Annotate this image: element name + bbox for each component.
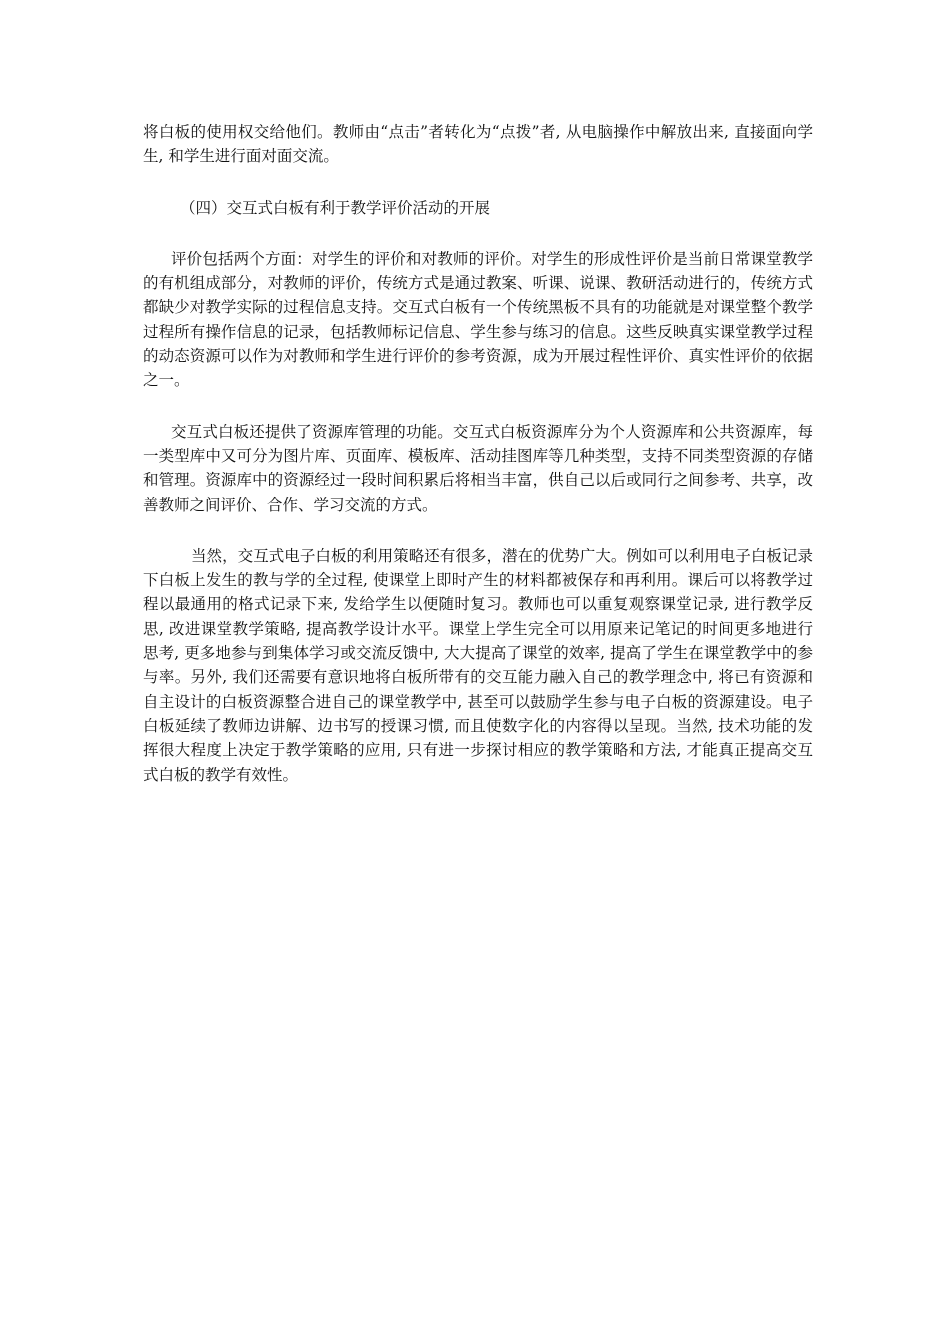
paragraph-evaluation: 评价包括两个方面：对学生的评价和对教师的评价。对学生的形成性评价是当前日常课堂教学的有机组成部分，对教师的评价，传统方式是通过教案、听课、说课、教研活动进行的，传统方式都缺少对教学实际的过程信息支持。交互式白板有一个传统黑板不具有的功能就是对课堂整个教学过程所有操作信息的记录，包括教师标记信息、学生参与练习的信息。这些反映真实课堂教学过程的动态资源可以作为对教师和学生进行评价的参考资源，成为开展过程性评价、真实性评价的依据之一。 [143, 249, 813, 390]
paragraph-gap [143, 169, 813, 196]
paragraph-gap [143, 517, 813, 544]
paragraph-gap [143, 393, 813, 420]
section-heading: （四）交互式白板有利于教学评价活动的开展 [180, 198, 491, 217]
paragraph-conclusion: 当然，交互式电子白板的利用策略还有很多，潜在的优势广大。例如可以利用电子白板记录下白板上发生的教与学的全过程, 使课堂上即时产生的材料都被保存和再利用。课后可以将教学过程以最通用的格式记录下来, 发给学生以便随时复习。教师也可以重复观察课堂记录, 进行教学反思, 改进课堂教学策略, 提高教学设计水平。课堂上学生完全可以用原来记笔记的时间更多地进行思考, 更多地参与到集体学习或交流反馈中, 大大提高了课堂的效率, 提高了学生在课堂教学中的参与率。另外, 我们还需要有意识地将白板所带有的交互能力融入自己的教学理念中, 将已有资源和自主设计的白板资源整合进自己的课堂教学中, 甚至可以鼓励学生参与电子白板的资源建设。电子白板延续了教师边讲解、边书写的授课习惯, 而且使数字化的内容得以呈现。当然, 技术功能的发挥很大程度上决定于教学策略的应用, 只有进一步探讨相应的教学策略和方法, 才能真正提高交互式白板的教学有效性。 [143, 546, 813, 784]
paragraph-resource-library: 交互式白板还提供了资源库管理的功能。交互式白板资源库分为个人资源库和公共资源库，每一类型库中又可分为图片库、页面库、模板库、活动挂图库等几种类型，支持不同类型资源的存储和管理。资源库中的资源经过一段时间积累后将相当丰富，供自己以后或同行之间参考、共享，改善教师之间评价、合作、学习交流的方式。 [143, 422, 813, 514]
paragraph-continuation: 将白板的使用权交给他们。教师由“点击”者转化为“点拨”者, 从电脑操作中解放出来, 直接面向学生, 和学生进行面对面交流。 [143, 123, 813, 166]
document-body [143, 120, 813, 787]
paragraph-gap [143, 220, 813, 247]
